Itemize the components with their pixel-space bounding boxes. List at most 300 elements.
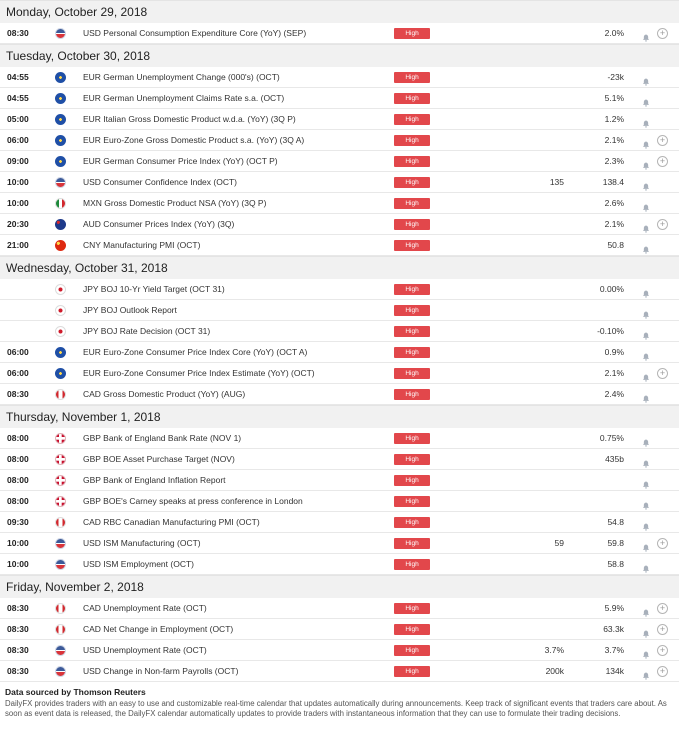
event-time: 20:30 — [7, 219, 29, 229]
event-row[interactable] — [0, 512, 679, 533]
event-actual — [500, 619, 564, 640]
event-name[interactable]: MXN Gross Domestic Product NSA (YoY) (3Q P) — [83, 198, 267, 208]
flag-cell — [55, 321, 69, 342]
alert-cell[interactable] — [642, 363, 652, 384]
event-forecast: 0.00% — [599, 284, 624, 294]
alert-cell[interactable] — [642, 342, 652, 363]
event-name[interactable]: CAD RBC Canadian Manufacturing PMI (OCT) — [83, 517, 260, 527]
event-row[interactable] — [0, 384, 679, 405]
event-actual — [500, 151, 564, 172]
bell-icon[interactable] — [642, 157, 650, 165]
alert-cell[interactable] — [642, 67, 652, 88]
plus-circle-icon[interactable]: + — [657, 666, 668, 677]
importance-cell — [394, 640, 430, 661]
importance-cell — [394, 151, 430, 172]
country-flag-icon — [55, 624, 66, 635]
alert-cell[interactable] — [642, 235, 652, 256]
event-name[interactable]: EUR German Unemployment Change (000's) (OCT) — [83, 72, 280, 82]
alert-cell[interactable] — [642, 109, 652, 130]
event-name[interactable]: GBP BOE Asset Purchase Target (NOV) — [83, 454, 235, 464]
flag-cell — [55, 109, 69, 130]
alert-cell[interactable] — [642, 598, 652, 619]
event-forecast: -23k — [607, 72, 624, 82]
event-forecast: 435b — [605, 454, 624, 464]
event-name[interactable]: GBP Bank of England Bank Rate (NOV 1) — [83, 433, 242, 443]
alert-cell[interactable] — [642, 193, 652, 214]
bell-icon[interactable] — [642, 285, 650, 293]
alert-cell[interactable] — [642, 470, 652, 491]
flag-cell — [55, 235, 69, 256]
importance-cell — [394, 598, 430, 619]
alert-cell[interactable] — [642, 491, 652, 512]
alert-cell[interactable] — [642, 23, 652, 44]
event-row[interactable] — [0, 554, 679, 575]
expand-cell[interactable] — [657, 23, 669, 44]
bell-icon[interactable] — [642, 115, 650, 123]
footer-text: DailyFX provides traders with an easy to use and customizable real-time calendar that updates automatically during announcements. Keep track of significant events that traders care about. As soon as event data is released, the DailyFX calendar automatically updates to provide traders with instantaneous information that they can use to formulate their trading decisions. — [5, 699, 667, 718]
bell-icon[interactable] — [642, 497, 650, 505]
event-actual — [500, 235, 564, 256]
event-row[interactable] — [0, 279, 679, 300]
event-name[interactable]: JPY BOJ Outlook Report — [83, 305, 177, 315]
flag-cell — [55, 554, 69, 575]
country-flag-icon — [55, 603, 66, 614]
expand-cell[interactable] — [657, 151, 669, 172]
event-time: 10:00 — [7, 198, 29, 208]
event-name[interactable]: USD Unemployment Rate (OCT) — [83, 645, 207, 655]
event-forecast: 2.3% — [604, 156, 624, 166]
country-flag-icon — [55, 156, 66, 167]
importance-cell — [394, 619, 430, 640]
event-forecast — [560, 470, 624, 491]
importance-badge: High — [394, 454, 430, 465]
expand-cell[interactable] — [657, 533, 669, 554]
event-forecast: 138.4 — [602, 177, 624, 187]
event-actual: 3.7% — [544, 645, 564, 655]
flag-cell — [55, 533, 69, 554]
flag-cell — [55, 512, 69, 533]
importance-badge: High — [394, 645, 430, 656]
importance-cell — [394, 321, 430, 342]
event-name[interactable]: USD ISM Manufacturing (OCT) — [83, 538, 201, 548]
event-forecast: 2.1% — [604, 368, 624, 378]
importance-badge: High — [394, 72, 430, 83]
event-forecast: 2.4% — [604, 389, 624, 399]
event-time: 09:00 — [7, 156, 29, 166]
flag-cell — [55, 130, 69, 151]
event-actual — [500, 598, 564, 619]
alert-cell[interactable] — [642, 130, 652, 151]
country-flag-icon — [55, 496, 66, 507]
expand-cell[interactable] — [657, 661, 669, 682]
event-forecast: 0.9% — [604, 347, 624, 357]
event-name[interactable]: CAD Gross Domestic Product (YoY) (AUG) — [83, 389, 246, 399]
flag-cell — [55, 300, 69, 321]
event-forecast — [560, 300, 624, 321]
event-name[interactable]: EUR Euro-Zone Consumer Price Index Estimate (YoY) (OCT) — [83, 368, 315, 378]
bell-icon[interactable] — [642, 220, 650, 228]
event-actual — [500, 491, 564, 512]
country-flag-icon — [55, 645, 66, 656]
alert-cell[interactable] — [642, 88, 652, 109]
importance-cell — [394, 23, 430, 44]
country-flag-icon — [55, 538, 66, 549]
importance-badge: High — [394, 433, 430, 444]
alert-cell[interactable] — [642, 384, 652, 405]
day-header: Tuesday, October 30, 2018 — [0, 44, 679, 67]
event-row[interactable] — [0, 214, 679, 235]
flag-cell — [55, 470, 69, 491]
event-actual — [500, 193, 564, 214]
event-time: 08:00 — [7, 433, 29, 443]
flag-cell — [55, 342, 69, 363]
event-name[interactable]: EUR Euro-Zone Gross Domestic Product s.a. (YoY) (3Q A) — [83, 135, 305, 145]
event-time: 08:00 — [7, 475, 29, 485]
importance-badge: High — [394, 475, 430, 486]
importance-badge: High — [394, 156, 430, 167]
alert-cell[interactable] — [642, 512, 652, 533]
footer-title: Data sourced by Thomson Reuters — [5, 687, 146, 697]
day-header: Thursday, November 1, 2018 — [0, 405, 679, 428]
event-row[interactable] — [0, 235, 679, 256]
importance-cell — [394, 214, 430, 235]
event-row[interactable] — [0, 109, 679, 130]
importance-badge: High — [394, 368, 430, 379]
event-actual — [500, 67, 564, 88]
event-row[interactable] — [0, 428, 679, 449]
event-row[interactable] — [0, 67, 679, 88]
event-row[interactable] — [0, 491, 679, 512]
event-name[interactable]: USD Change in Non-farm Payrolls (OCT) — [83, 666, 239, 676]
event-forecast: 50.8 — [607, 240, 624, 250]
event-actual — [500, 109, 564, 130]
event-forecast: 1.2% — [604, 114, 624, 124]
flag-cell — [55, 279, 69, 300]
plus-circle-icon[interactable]: + — [657, 645, 668, 656]
event-time: 08:30 — [7, 624, 29, 634]
event-actual — [500, 300, 564, 321]
event-forecast — [560, 491, 624, 512]
bell-icon[interactable] — [642, 646, 650, 654]
flag-cell — [55, 23, 69, 44]
event-name[interactable]: EUR German Consumer Price Index (YoY) (OCT P) — [83, 156, 278, 166]
bell-icon[interactable] — [642, 560, 650, 568]
event-name[interactable]: GBP BOE's Carney speaks at press conference in London — [83, 496, 303, 506]
flag-cell — [55, 67, 69, 88]
day-header: Friday, November 2, 2018 — [0, 575, 679, 598]
alert-cell[interactable] — [642, 214, 652, 235]
bell-icon[interactable] — [642, 136, 650, 144]
importance-cell — [394, 661, 430, 682]
event-name[interactable]: GBP Bank of England Inflation Report — [83, 475, 226, 485]
bell-icon[interactable] — [642, 604, 650, 612]
bell-icon[interactable] — [642, 455, 650, 463]
flag-cell — [55, 214, 69, 235]
event-actual — [500, 88, 564, 109]
country-flag-icon — [55, 305, 66, 316]
alert-cell[interactable] — [642, 554, 652, 575]
event-actual — [500, 279, 564, 300]
event-row[interactable] — [0, 470, 679, 491]
event-forecast: -0.10% — [597, 326, 624, 336]
plus-circle-icon[interactable]: + — [657, 538, 668, 549]
bell-icon[interactable] — [642, 327, 650, 335]
country-flag-icon — [55, 517, 66, 528]
event-time — [7, 279, 47, 300]
event-forecast: 63.3k — [603, 624, 624, 634]
bell-icon[interactable] — [642, 29, 650, 37]
event-time: 08:00 — [7, 454, 29, 464]
event-row[interactable] — [0, 193, 679, 214]
event-row[interactable] — [0, 151, 679, 172]
flag-cell — [55, 172, 69, 193]
importance-cell — [394, 533, 430, 554]
bell-icon[interactable] — [642, 434, 650, 442]
importance-cell — [394, 67, 430, 88]
alert-cell[interactable] — [642, 279, 652, 300]
country-flag-icon — [55, 219, 66, 230]
importance-badge: High — [394, 177, 430, 188]
importance-cell — [394, 384, 430, 405]
importance-cell — [394, 300, 430, 321]
bell-icon[interactable] — [642, 348, 650, 356]
alert-cell[interactable] — [642, 619, 652, 640]
event-name[interactable]: CAD Unemployment Rate (OCT) — [83, 603, 207, 613]
event-time — [7, 300, 47, 321]
plus-circle-icon[interactable]: + — [657, 156, 668, 167]
event-actual — [500, 321, 564, 342]
event-name[interactable]: JPY BOJ Rate Decision (OCT 31) — [83, 326, 211, 336]
event-forecast: 5.9% — [604, 603, 624, 613]
event-actual: 135 — [549, 177, 564, 187]
importance-badge: High — [394, 284, 430, 295]
event-row[interactable] — [0, 661, 679, 682]
alert-cell[interactable] — [642, 172, 652, 193]
alert-cell[interactable] — [642, 533, 652, 554]
event-row[interactable] — [0, 130, 679, 151]
event-forecast: 5.1% — [604, 93, 624, 103]
importance-cell — [394, 470, 430, 491]
plus-circle-icon[interactable]: + — [657, 135, 668, 146]
event-row[interactable] — [0, 640, 679, 661]
day-header: Monday, October 29, 2018 — [0, 0, 679, 23]
alert-cell[interactable] — [642, 661, 652, 682]
country-flag-icon — [55, 389, 66, 400]
event-actual: 200k — [545, 666, 564, 676]
event-time: 21:00 — [7, 240, 29, 250]
importance-cell — [394, 88, 430, 109]
event-forecast: 54.8 — [607, 517, 624, 527]
event-row[interactable] — [0, 363, 679, 384]
event-name[interactable]: EUR Euro-Zone Consumer Price Index Core (YoY) (OCT A) — [83, 347, 308, 357]
country-flag-icon — [55, 559, 66, 570]
event-name[interactable]: CNY Manufacturing PMI (OCT) — [83, 240, 201, 250]
event-name[interactable]: AUD Consumer Prices Index (YoY) (3Q) — [83, 219, 235, 229]
event-actual: 59 — [554, 538, 564, 548]
event-row[interactable] — [0, 321, 679, 342]
bell-icon[interactable] — [642, 241, 650, 249]
importance-cell — [394, 512, 430, 533]
bell-icon[interactable] — [642, 199, 650, 207]
event-forecast: 134k — [605, 666, 624, 676]
bell-icon[interactable] — [642, 476, 650, 484]
alert-cell[interactable] — [642, 428, 652, 449]
importance-cell — [394, 109, 430, 130]
event-time: 10:00 — [7, 538, 29, 548]
importance-badge: High — [394, 240, 430, 251]
event-name[interactable]: EUR Italian Gross Domestic Product w.d.a. (YoY) (3Q P) — [83, 114, 296, 124]
event-time: 04:55 — [7, 93, 29, 103]
expand-cell[interactable] — [657, 619, 669, 640]
bell-icon[interactable] — [642, 306, 650, 314]
bell-icon[interactable] — [642, 539, 650, 547]
event-row[interactable] — [0, 342, 679, 363]
event-actual — [500, 384, 564, 405]
event-row[interactable] — [0, 598, 679, 619]
importance-badge: High — [394, 326, 430, 337]
event-forecast: 0.75% — [599, 433, 624, 443]
event-forecast: 3.7% — [604, 645, 624, 655]
alert-cell[interactable] — [642, 300, 652, 321]
country-flag-icon — [55, 368, 66, 379]
event-row[interactable] — [0, 533, 679, 554]
plus-circle-icon[interactable]: + — [657, 219, 668, 230]
event-time: 04:55 — [7, 72, 29, 82]
event-row[interactable] — [0, 23, 679, 44]
alert-cell[interactable] — [642, 449, 652, 470]
event-row[interactable] — [0, 88, 679, 109]
event-actual — [500, 449, 564, 470]
plus-circle-icon[interactable]: + — [657, 28, 668, 39]
plus-circle-icon[interactable]: + — [657, 603, 668, 614]
country-flag-icon — [55, 93, 66, 104]
event-row[interactable] — [0, 619, 679, 640]
bell-icon[interactable] — [642, 178, 650, 186]
event-name[interactable]: EUR German Unemployment Claims Rate s.a. (OCT) — [83, 93, 285, 103]
importance-cell — [394, 449, 430, 470]
bell-icon[interactable] — [642, 518, 650, 526]
expand-cell[interactable] — [657, 640, 669, 661]
flag-cell — [55, 88, 69, 109]
importance-cell — [394, 342, 430, 363]
country-flag-icon — [55, 433, 66, 444]
bell-icon[interactable] — [642, 94, 650, 102]
flag-cell — [55, 598, 69, 619]
importance-badge: High — [394, 198, 430, 209]
country-flag-icon — [55, 240, 66, 251]
event-forecast: 2.6% — [604, 198, 624, 208]
importance-badge: High — [394, 347, 430, 358]
event-time: 08:30 — [7, 645, 29, 655]
event-row[interactable] — [0, 449, 679, 470]
importance-badge: High — [394, 305, 430, 316]
alert-cell[interactable] — [642, 151, 652, 172]
country-flag-icon — [55, 177, 66, 188]
bell-icon[interactable] — [642, 369, 650, 377]
importance-cell — [394, 428, 430, 449]
event-time: 08:30 — [7, 28, 29, 38]
event-actual — [500, 470, 564, 491]
importance-badge: High — [394, 624, 430, 635]
event-row[interactable] — [0, 172, 679, 193]
importance-cell — [394, 491, 430, 512]
importance-badge: High — [394, 28, 430, 39]
event-actual — [500, 214, 564, 235]
importance-cell — [394, 172, 430, 193]
expand-cell[interactable] — [657, 598, 669, 619]
bell-icon[interactable] — [642, 73, 650, 81]
flag-cell — [55, 151, 69, 172]
event-forecast: 59.8 — [607, 538, 624, 548]
event-name[interactable]: USD Personal Consumption Expenditure Core (YoY) (SEP) — [83, 28, 307, 38]
country-flag-icon — [55, 666, 66, 677]
expand-cell[interactable] — [657, 130, 669, 151]
country-flag-icon — [55, 475, 66, 486]
importance-badge: High — [394, 135, 430, 146]
event-actual — [500, 130, 564, 151]
expand-cell[interactable] — [657, 214, 669, 235]
country-flag-icon — [55, 284, 66, 295]
country-flag-icon — [55, 72, 66, 83]
event-time: 08:30 — [7, 666, 29, 676]
flag-cell — [55, 661, 69, 682]
alert-cell[interactable] — [642, 321, 652, 342]
event-actual — [500, 363, 564, 384]
event-time: 05:00 — [7, 114, 29, 124]
event-time: 08:30 — [7, 389, 29, 399]
flag-cell — [55, 193, 69, 214]
country-flag-icon — [55, 135, 66, 146]
importance-badge: High — [394, 114, 430, 125]
importance-badge: High — [394, 603, 430, 614]
bell-icon[interactable] — [642, 390, 650, 398]
event-name[interactable]: CAD Net Change in Employment (OCT) — [83, 624, 234, 634]
event-name[interactable]: USD Consumer Confidence Index (OCT) — [83, 177, 238, 187]
event-time: 06:00 — [7, 135, 29, 145]
flag-cell — [55, 363, 69, 384]
expand-cell[interactable] — [657, 363, 669, 384]
day-header: Wednesday, October 31, 2018 — [0, 256, 679, 279]
event-time: 06:00 — [7, 368, 29, 378]
footer — [0, 682, 679, 719]
bell-icon[interactable] — [642, 625, 650, 633]
flag-cell — [55, 491, 69, 512]
country-flag-icon — [55, 28, 66, 39]
alert-cell[interactable] — [642, 640, 652, 661]
importance-cell — [394, 279, 430, 300]
event-time: 10:00 — [7, 177, 29, 187]
country-flag-icon — [55, 114, 66, 125]
importance-badge: High — [394, 538, 430, 549]
event-forecast: 2.1% — [604, 135, 624, 145]
bell-icon[interactable] — [642, 667, 650, 675]
event-time: 09:30 — [7, 517, 29, 527]
event-name[interactable]: JPY BOJ 10-Yr Yield Target (OCT 31) — [83, 284, 225, 294]
importance-cell — [394, 363, 430, 384]
event-time — [7, 321, 47, 342]
country-flag-icon — [55, 198, 66, 209]
event-row[interactable] — [0, 300, 679, 321]
event-time: 10:00 — [7, 559, 29, 569]
plus-circle-icon[interactable]: + — [657, 368, 668, 379]
importance-badge: High — [394, 517, 430, 528]
flag-cell — [55, 619, 69, 640]
importance-badge: High — [394, 496, 430, 507]
importance-cell — [394, 554, 430, 575]
plus-circle-icon[interactable]: + — [657, 624, 668, 635]
importance-badge: High — [394, 559, 430, 570]
event-name[interactable]: USD ISM Employment (OCT) — [83, 559, 194, 569]
